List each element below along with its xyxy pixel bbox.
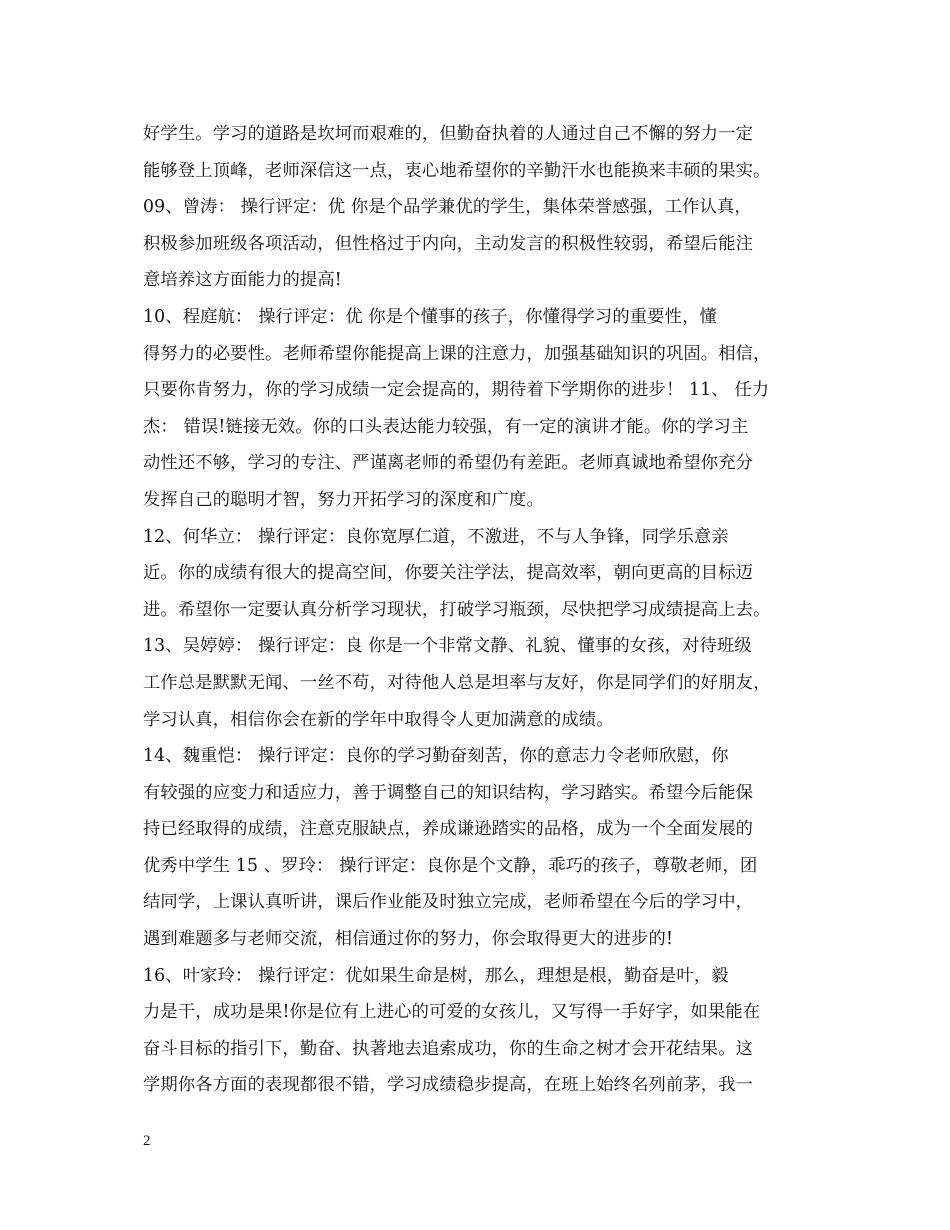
text-line: 09、曾涛： 操行评定：优 你是个品学兼优的学生，集体荣誉感强，工作认真， [143, 197, 752, 218]
text-line: 16、叶家玲： 操行评定：优如果生命是树，那么，理想是根，勤奋是叶，毅 [143, 965, 729, 986]
text-line: 工作总是默默无闻、一丝不苟，对待他人总是坦率与友好，你是同学们的好朋友， [143, 672, 771, 693]
text-line: 进。希望你一定要认真分析学习现状，打破学习瓶颈，尽快把学习成绩提高上去。 [143, 599, 771, 620]
text-line: 持已经取得的成绩，注意克服缺点，养成谦逊踏实的品格，成为一个全面发展的 [143, 819, 754, 840]
text-line: 意培养这方面能力的提高! [143, 270, 342, 291]
text-line: 遇到难题多与老师交流，相信通过你的努力，你会取得更大的进步的! [143, 929, 674, 950]
page-number: 2 [143, 1133, 151, 1149]
text-line: 好学生。学习的道路是坎坷而艰难的，但勤奋执着的人通过自己不懈的努力一定 [143, 124, 754, 144]
text-line: 学习认真，相信你会在新的学年中取得令人更加满意的成绩。 [143, 709, 614, 730]
text-line: 能够登上顶峰，老师深信这一点，衷心地希望你的辛勤汗水也能换来丰硕的果实。 [143, 160, 771, 181]
text-line: 10、程庭航： 操行评定：优 你是个懂事的孩子，你懂得学习的重要性，懂 [143, 306, 717, 327]
text-line: 有较强的应变力和适应力，善于调整自己的知识结构，学习踏实。希望今后能保 [143, 782, 754, 803]
text-line: 12、何华立： 操行评定：良你宽厚仁道，不激进，不与人争锋，同学乐意亲 [143, 526, 729, 547]
text-line: 近。你的成绩有很大的提高空间，你要关注学法，提高效率，朝向更高的目标迈 [143, 563, 754, 584]
text-line: 发挥自己的聪明才智，努力开拓学习的深度和广度。 [143, 489, 544, 510]
text-line: 积极参加班级各项活动，但性格过于内向，主动发言的积极性较弱，希望后能注 [143, 233, 754, 254]
text-line: 13、吴婷婷： 操行评定：良 你是一个非常文静、礼貌、懂事的女孩，对待班级 [143, 636, 752, 657]
text-line: 力是干，成功是果!你是位有上进心的可爱的女孩儿，又写得一手好字，如果能在 [143, 1002, 761, 1023]
text-line: 优秀中学生 15 、罗玲： 操行评定：良你是个文静，乖巧的孩子，尊敬老师，团 [143, 855, 758, 876]
text-line: 结同学，上课认真听讲，课后作业能及时独立完成，老师希望在今后的学习中， [143, 892, 754, 913]
text-line: 14、魏重恺： 操行评定：良你的学习勤奋刻苦，你的意志力令老师欣慰，你 [143, 746, 729, 767]
text-line: 只要你肯努力，你的学习成绩一定会提高的，期待着下学期你的进步！ 11、 任力 [143, 380, 770, 401]
document-body [143, 116, 819, 1104]
text-line: 得努力的必要性。老师希望你能提高上课的注意力，加强基础知识的巩固。相信， [143, 343, 771, 364]
text-line: 动性还不够，学习的专注、严谨离老师的希望仍有差距。老师真诚地希望你充分 [143, 453, 754, 474]
text-line: 学期你各方面的表现都很不错，学习成绩稳步提高，在班上始终名列前茅，我一 [143, 1075, 754, 1096]
text-line: 奋斗目标的指引下，勤奋、执著地去追索成功，你的生命之树才会开花结果。这 [143, 1038, 754, 1059]
text-line: 杰： 错误!链接无效。你的口头表达能力较强，有一定的演讲才能。你的学习主 [143, 416, 749, 437]
